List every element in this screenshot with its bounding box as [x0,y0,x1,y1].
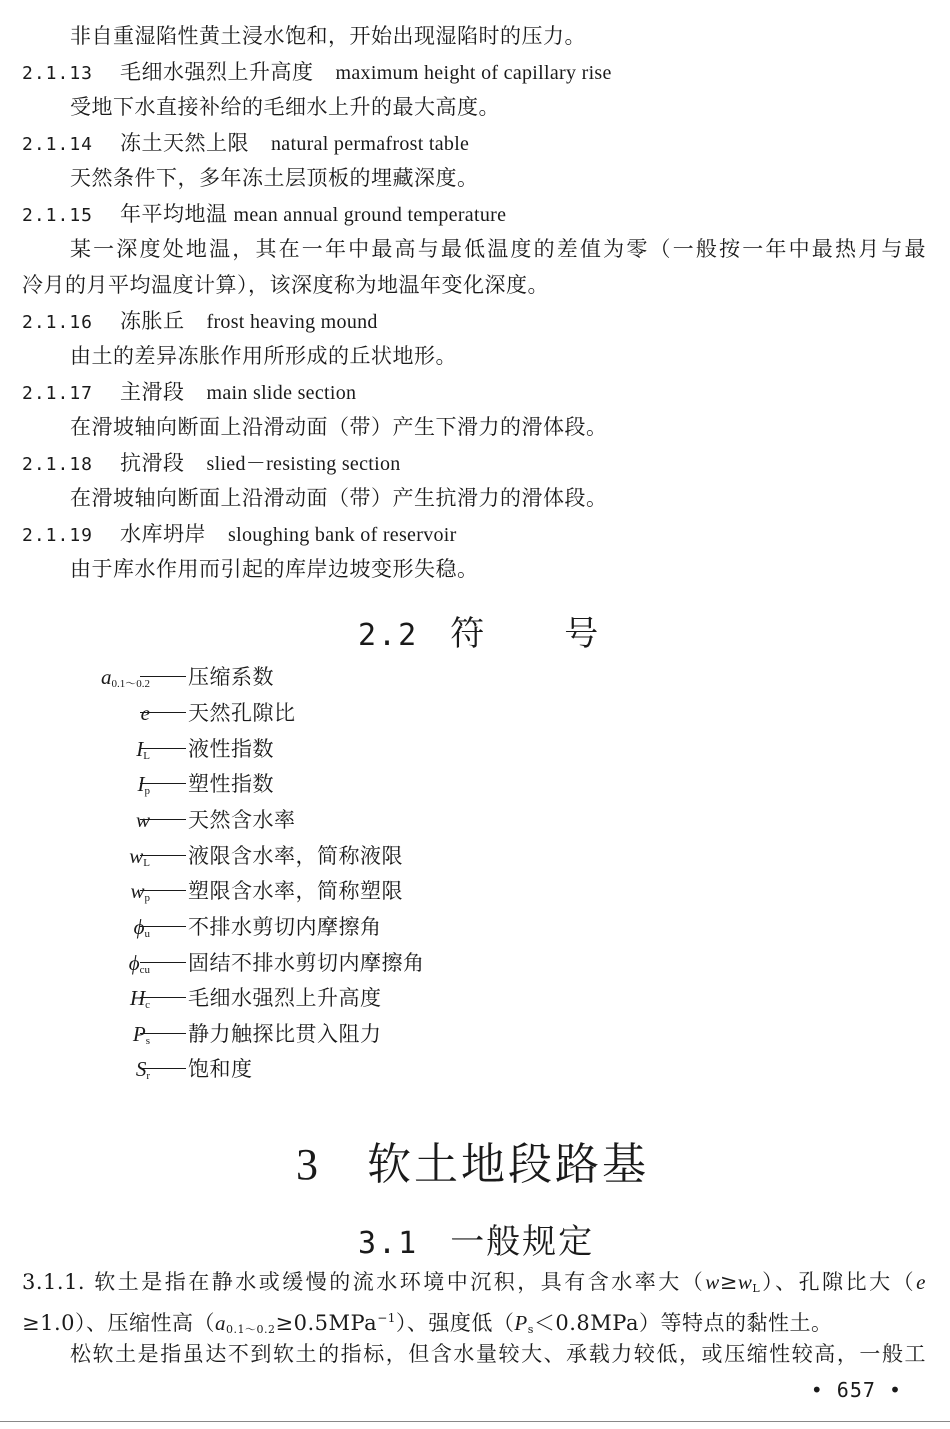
em-dash [140,997,186,998]
term-number: 2.1.19 [22,525,94,546]
symbol-row [0,1019,460,1049]
term-zh: 冻土天然上限 [120,131,249,155]
paragraph-line: 3.1.1. 软土是指在静水或缓慢的流水环境中沉积，具有含水率大$(w\ge w_L)$、孔隙比大（e [22,1270,926,1295]
symbol-description: 天然孔隙比 [188,701,296,725]
term-en: natural permafrost table [271,133,470,155]
definition-text: 由土的差异冻胀作用所形成的丘状地形。 [70,344,457,368]
symbol-row [0,805,460,835]
symbol-row [0,876,460,906]
section-number: 3.1 [358,1226,419,1261]
term-en: main slide section [206,382,357,404]
symbol-description: 天然含水率 [188,808,296,832]
term-2-1-15 [22,200,506,230]
page-number: • 657 • [810,1378,902,1402]
chapter-title: 软土地段路基 [367,1139,649,1190]
term-2-1-18 [22,449,401,479]
em-dash [140,962,186,963]
symbol: $\phi_{cu}$ [128,951,150,976]
term-en: mean annual ground temperature [233,204,507,226]
term-number: 2.1.14 [22,134,94,155]
term-en: slied－resisting section [206,453,401,475]
term-zh: 冻胀丘 [120,309,185,333]
symbol-row [0,662,460,692]
em-dash [140,890,186,891]
term-zh: 主滑段 [120,380,185,404]
symbol-row [0,841,460,871]
definition-text: 受地下水直接补给的毛细水上升的最大高度。 [70,95,500,119]
term-zh: 年平均地温 [120,202,228,226]
section-number: 2.2 [358,618,419,653]
symbol-description: 塑性指数 [188,772,274,796]
term-zh: 毛细水强烈上升高度 [120,60,314,84]
definition-text: 某一深度处地温，其在一年中最高与最低温度的差值为零（一般按一年中最热月与最 [70,237,926,261]
definition-text: 冷月的月平均温度计算），该深度称为地温年变化深度。 [22,273,549,297]
bottom-rule [0,1421,950,1422]
em-dash [140,1068,186,1069]
term-number: 2.1.18 [22,454,94,475]
symbol: $S_r$ [135,1057,150,1082]
symbol-description: 塑限含水率，简称塑限 [188,879,403,903]
symbol-description: 液性指数 [188,737,274,761]
term-number: 2.1.13 [22,63,94,84]
term-2-1-19 [22,520,457,550]
symbol-description: 毛细水强烈上升高度 [188,986,382,1010]
em-dash [140,855,186,856]
symbol: $\phi_u$ [133,915,150,940]
term-en: sloughing bank of reservoir [228,524,457,546]
definition-text: 在滑坡轴向断面上沿滑动面（带）产生抗滑力的滑体段。 [70,486,608,510]
section-heading-2-2 [358,606,600,655]
paragraph-line: 松软土是指虽达不到软土的指标，但含水量较大、承载力较低，或压缩性较高，一般工 [70,1342,926,1366]
section-title: 一般规定 [450,1222,595,1262]
chapter-number: 3 [296,1140,321,1189]
symbol: w [135,808,150,832]
symbol: $a_{0.1\sim 0.2}$ [101,665,150,690]
symbol-description: 固结不排水剪切内摩擦角 [188,951,425,975]
term-en: frost heaving mound [206,311,378,333]
term-2-1-14 [22,129,469,159]
symbol: $w_p$ [130,879,150,904]
symbol-row [0,912,460,942]
chapter-heading-3 [296,1128,649,1192]
symbol-row [0,734,460,764]
definition-text: 由于库水作用而引起的库岸边坡变形失稳。 [70,557,479,581]
section-title-part: 符 [450,614,487,654]
symbol: $I_p$ [137,772,150,797]
symbol-description: 静力触探比贯入阻力 [188,1022,382,1046]
symbol: $H_c$ [129,986,150,1011]
symbol-description: 不排水剪切内摩擦角 [188,915,382,939]
symbol: $P_s$ [132,1022,150,1047]
term-zh: 抗滑段 [120,451,185,475]
symbol-description: 压缩系数 [188,665,274,689]
em-dash [140,712,186,713]
symbol-description: 液限含水率，简称液限 [188,844,403,868]
em-dash [140,819,186,820]
em-dash [140,926,186,927]
term-en: maximum height of capillary rise [335,62,612,84]
symbol-row [0,698,460,728]
paragraph-line: ≥1.0）、压缩性高$(a_{0.1\sim 0.2}\ge 0.5MPa^{-1})$、强度低$(P_s<0.8MPa)$等特点的黏性土。 [22,1311,833,1336]
definition-text: 非自重湿陷性黄土浸水饱和，开始出现湿陷时的压力。 [70,24,586,48]
symbol-row [0,983,460,1013]
term-2-1-17 [22,378,356,408]
em-dash [140,1033,186,1034]
symbol-row [0,769,460,799]
em-dash [140,676,186,677]
definition-text: 在滑坡轴向断面上沿滑动面（带）产生下滑力的滑体段。 [70,415,608,439]
section-heading-3-1 [358,1214,594,1263]
em-dash [140,748,186,749]
term-zh: 水库坍岸 [120,522,206,546]
definition-text: 天然条件下，多年冻土层顶板的埋藏深度。 [70,166,479,190]
symbol-row [0,948,460,978]
term-2-1-13 [22,58,612,88]
term-number: 2.1.16 [22,312,94,333]
symbol: $w_L$ [129,844,150,869]
term-number: 2.1.15 [22,205,94,226]
symbol-row [0,1054,460,1084]
section-title-part: 号 [564,614,601,654]
term-2-1-16 [22,307,378,337]
symbol: e [140,701,150,725]
symbol: $I_L$ [136,737,150,762]
em-dash [140,783,186,784]
term-number: 2.1.17 [22,383,94,404]
symbol-description: 饱和度 [188,1057,253,1081]
